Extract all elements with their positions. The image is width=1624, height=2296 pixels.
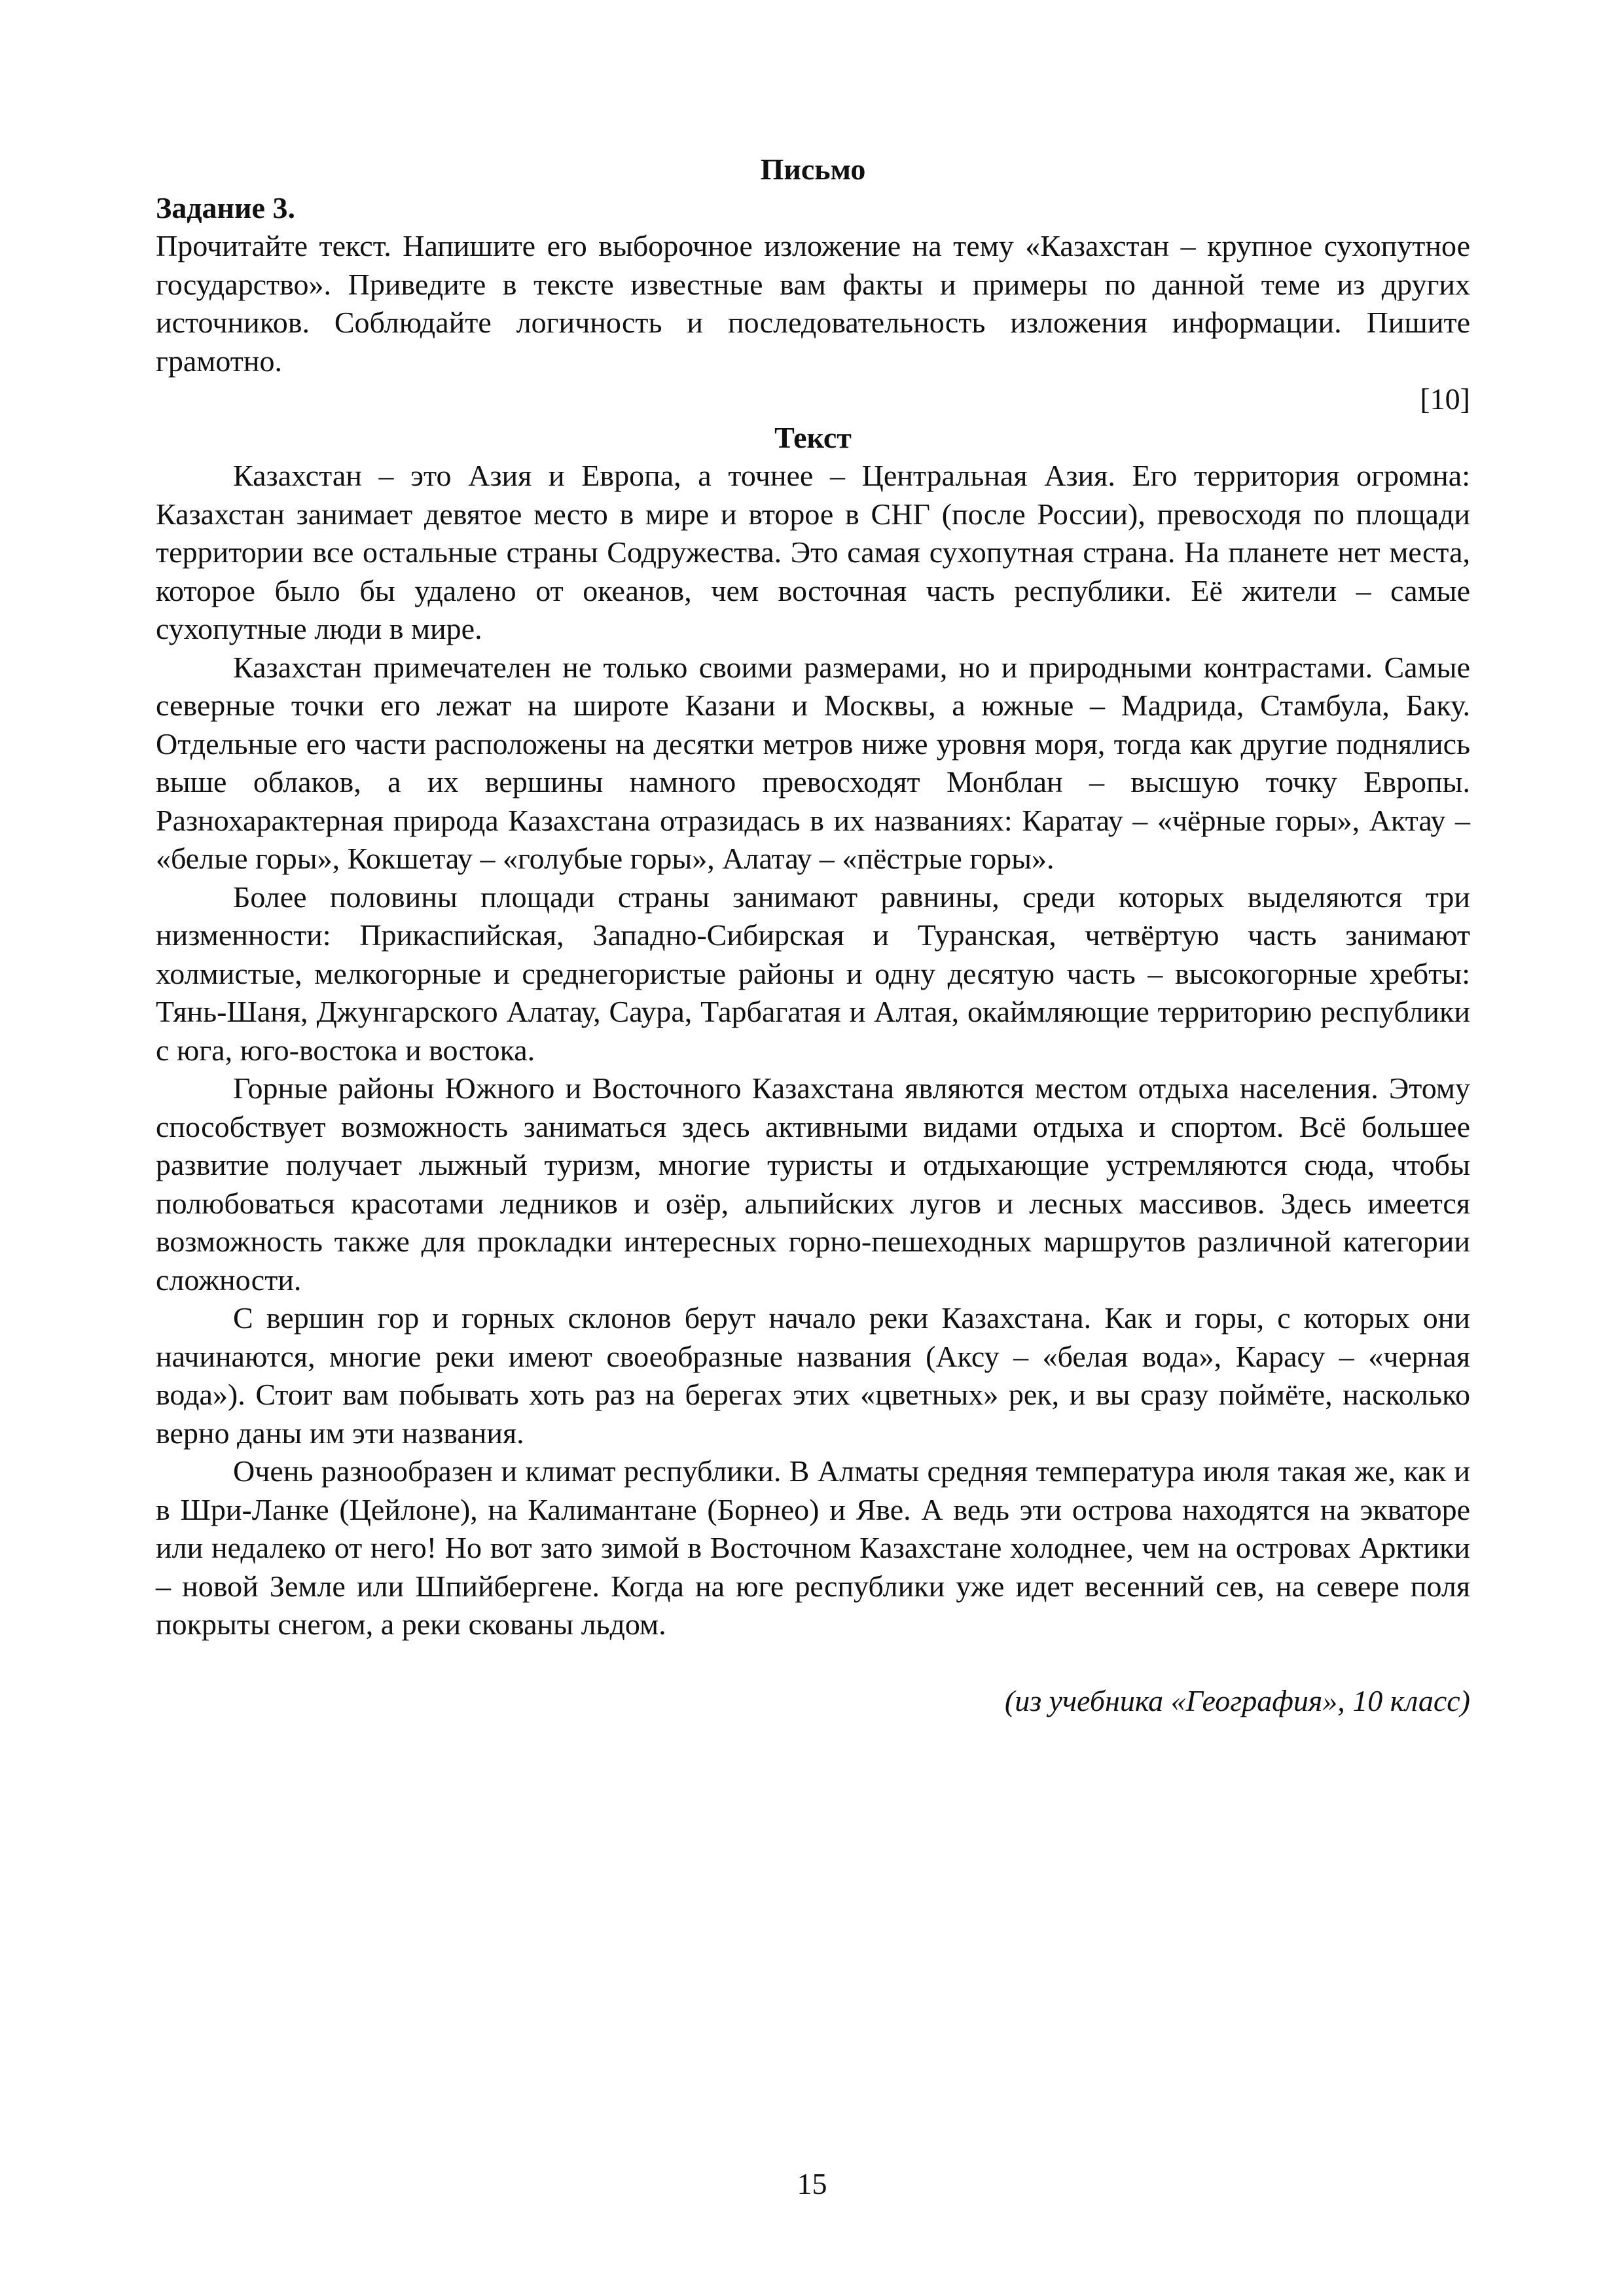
- document-page: [156, 151, 1470, 1720]
- section-title: Письмо: [760, 152, 866, 186]
- task-heading: Задание 3.: [156, 190, 295, 224]
- text-paragraph-5: С вершин гор и горных склонов берут начало реки Казахстана. Как и горы, с которых они начинаются, многие реки имеют своеобразные названия (Аксу – «белая вода», Карасу – «черная вода»). Стоит вам побывать хоть раз на берегах этих «цветных» рек, и вы сразу поймёте, насколько верно даны им эти названия.: [156, 1301, 1470, 1450]
- text-paragraph-3: Более половины площади страны занимают равнины, среди которых выделяются три низменности: Прикаспийская, Западно-Сибирская и Туранская, четвёртую часть занимают холмистые, мелкогорные и среднегористые районы и одну десятую часть – высокогорные хребты: Тянь-Шаня, Джунгарского Алатау, Саура, Тарбагатая и Алтая, окаймляющие территорию республики с юга, юго-востока и востока.: [156, 880, 1470, 1067]
- score-points: [10]: [1420, 382, 1470, 416]
- task-instructions: Прочитайте текст. Напишите его выборочное изложение на тему «Казахстан – крупное сухопутное государство». Приведите в тексте известные вам факты и примеры по данной теме из других источников. Соблюдайте логичность и последовательность изложения информации. Пишите грамотно.: [156, 229, 1470, 378]
- text-title: Текст: [774, 420, 852, 454]
- source-citation: (из учебника «География», 10 класс): [1004, 1683, 1470, 1717]
- text-paragraph-6: Очень разнообразен и климат республики. В Алматы средняя температура июля такая же, как и в Шри-Ланке (Цейлоне), на Калимантане (Борнео) и Яве. А ведь эти острова находятся на экваторе или недалеко от него! Но вот зато зимой в Восточном Казахстане холоднее, чем на островах Арктики – новой Земле или Шпийбергене. Когда на юге республики уже идет весенний сев, на севере поля покрыты снегом, а реки скованы льдом.: [156, 1454, 1470, 1641]
- text-paragraph-1: Казахстан – это Азия и Европа, а точнее – Центральная Азия. Его территория огромна: Казахстан занимает девятое место в мире и второе в СНГ (после России), превосходя по площади территории все остальные страны Содружества. Это самая сухопутная страна. На планете нет места, которое было бы удалено от океанов, чем восточная часть республики. Её жители – самые сухопутные люди в мире.: [156, 459, 1470, 645]
- text-paragraph-4: Горные районы Южного и Восточного Казахстана являются местом отдыха населения. Этому способствует возможность заниматься здесь активными видами отдыха и спортом. Всё большее развитие получает лыжный туризм, многие туристы и отдыхающие устремляются сюда, чтобы полюбоваться красотами ледников и озёр, альпийских лугов и лесных массивов. Здесь имеется возможность также для прокладки интересных горно-пешеходных маршрутов различной категории сложности.: [156, 1071, 1470, 1297]
- page-number: 15: [797, 2167, 827, 2200]
- text-paragraph-2: Казахстан примечателен не только своими размерами, но и природными контрастами. Самые северные точки его лежат на широте Казани и Москвы, а южные – Мадрида, Стамбула, Баку. Отдельные его части расположены на десятки метров ниже уровня моря, тогда как другие поднялись выше облаков, а их вершины намного превосходят Монблан – высшую точку Европы. Разнохарактерная природа Казахстана отразидась в их названиях: Каратау – «чёрные горы», Актау – «белые горы», Кокшетау – «голубые горы», Алатау – «пёстрые горы».: [156, 650, 1470, 875]
